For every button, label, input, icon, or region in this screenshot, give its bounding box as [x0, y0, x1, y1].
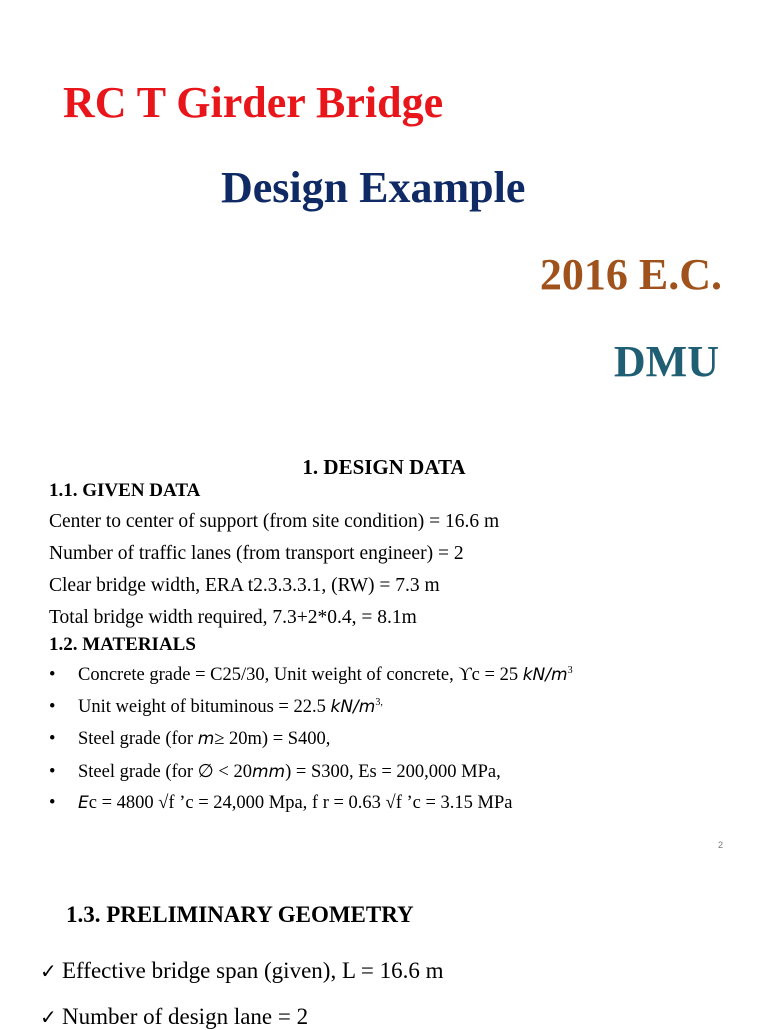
bullet-icon: • — [49, 665, 56, 686]
slide-title: RC T Girder Bridge — [63, 78, 444, 127]
materials-item-text: Steel grade (for — [78, 729, 198, 750]
materials-item-unit: kN/m — [330, 697, 376, 718]
given-data-line: Total bridge width required, 7.3+2*0.4, = 8.1m — [49, 607, 417, 628]
materials-item — [49, 793, 513, 814]
materials-item-sup: 3, — [375, 697, 383, 708]
bullet-icon: • — [49, 762, 56, 782]
geometry-item-text: Number of design lane = 2 — [62, 1004, 309, 1029]
materials-item-sup: 3 — [567, 665, 573, 676]
materials-item-text: Steel grade (for ∅ < 20 — [78, 762, 252, 782]
materials-item-unit: m — [197, 729, 215, 750]
materials-item-unit: kN/m — [522, 665, 568, 686]
materials-item-unit: E — [78, 793, 89, 814]
materials-item — [49, 665, 573, 686]
slide-subtitle: Design Example — [221, 163, 526, 212]
given-data-line: Clear bridge width, ERA t2.3.3.3.1, (RW) = 7.3 m — [49, 575, 440, 596]
materials-item-tail: ) = S300, Es = 200,000 MPa, — [285, 762, 501, 782]
geometry-item-text: Effective bridge span (given), L = 16.6 m — [62, 958, 444, 983]
given-data-line: Number of traffic lanes (from transport engineer) = 2 — [49, 543, 464, 564]
slide-year: 2016 E.C. — [539, 250, 722, 299]
materials-item — [49, 761, 501, 783]
geometry-item — [40, 958, 444, 984]
page-number: 2 — [718, 840, 724, 850]
given-data-heading: 1.1. GIVEN DATA — [49, 480, 201, 501]
materials-item-text: Concrete grade = C25/30, Unit weight of concrete, ϒc = 25 — [78, 665, 523, 686]
materials-heading: 1.2. MATERIALS — [49, 634, 196, 655]
slide-org: DMU — [613, 337, 719, 386]
bullet-icon: • — [49, 697, 56, 718]
materials-item — [49, 729, 330, 750]
checkmark-icon: ✓ — [40, 959, 57, 983]
bullet-icon: • — [49, 793, 56, 814]
materials-item-unit: mm — [251, 762, 286, 782]
materials-item-tail: c = 4800 √f ’c = 24,000 Mpa, f r = 0.63 √f ’c = 3.15 MPa — [88, 793, 513, 814]
materials-item-tail: ≥ 20m) = S400, — [214, 729, 331, 750]
materials-item — [49, 697, 383, 718]
geometry-item — [40, 1004, 308, 1030]
checkmark-icon: ✓ — [40, 1005, 57, 1029]
design-data-heading: 1. DESIGN DATA — [302, 455, 466, 479]
bullet-icon: • — [49, 729, 56, 750]
geometry-heading: 1.3. PRELIMINARY GEOMETRY — [66, 902, 414, 927]
materials-item-text: Unit weight of bituminous = 22.5 — [78, 697, 331, 718]
given-data-line: Center to center of support (from site condition) = 16.6 m — [49, 511, 500, 532]
